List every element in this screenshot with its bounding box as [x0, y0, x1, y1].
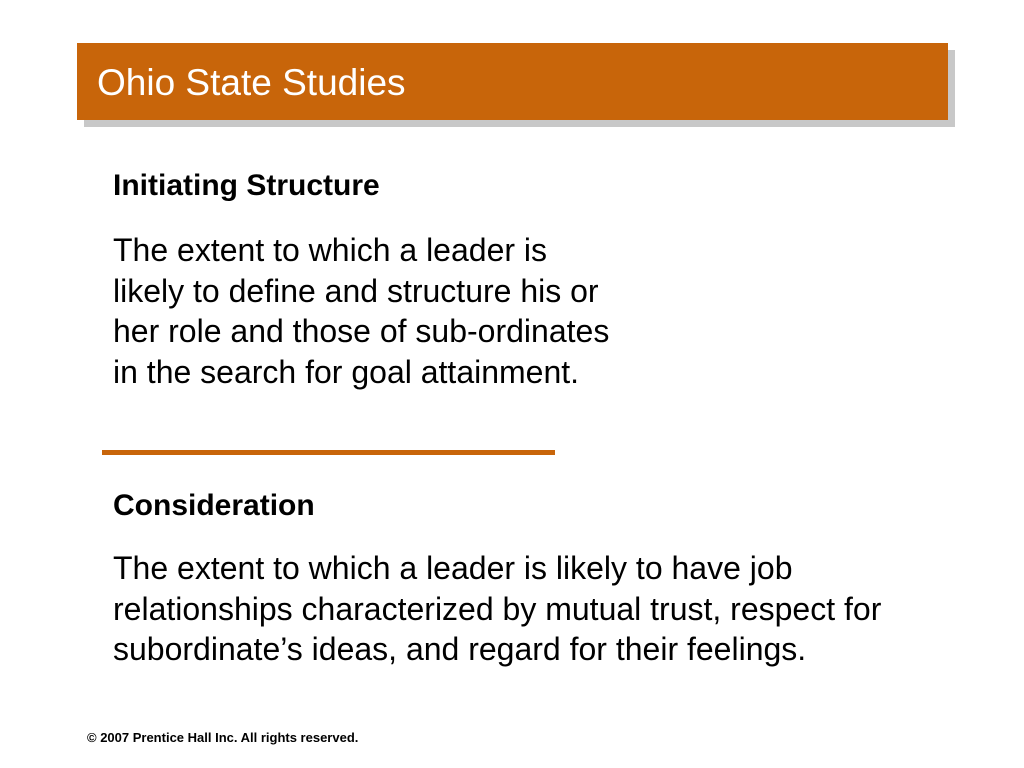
copyright-footer: © 2007 Prentice Hall Inc. All rights reserved.	[87, 730, 359, 745]
section-text-consideration-content: The extent to which a leader is likely to have job relationships characterized by mutual trust, respect for subordinate’s ideas, and regard for their feelings.	[113, 550, 882, 667]
section-heading-consideration: Consideration	[113, 489, 315, 522]
section-heading-initiating-structure: Initiating Structure	[113, 169, 380, 202]
section-text-initiating-structure-content: The extent to which a leader is likely to define and structure his or her role and those of sub-ordinates in the search for goal attainment.	[113, 232, 610, 390]
section-text-initiating-structure	[113, 230, 613, 392]
title-bar	[77, 43, 948, 120]
slide-title: Ohio State Studies	[97, 62, 406, 103]
section-text-consideration	[113, 548, 933, 670]
section-divider	[102, 450, 555, 455]
